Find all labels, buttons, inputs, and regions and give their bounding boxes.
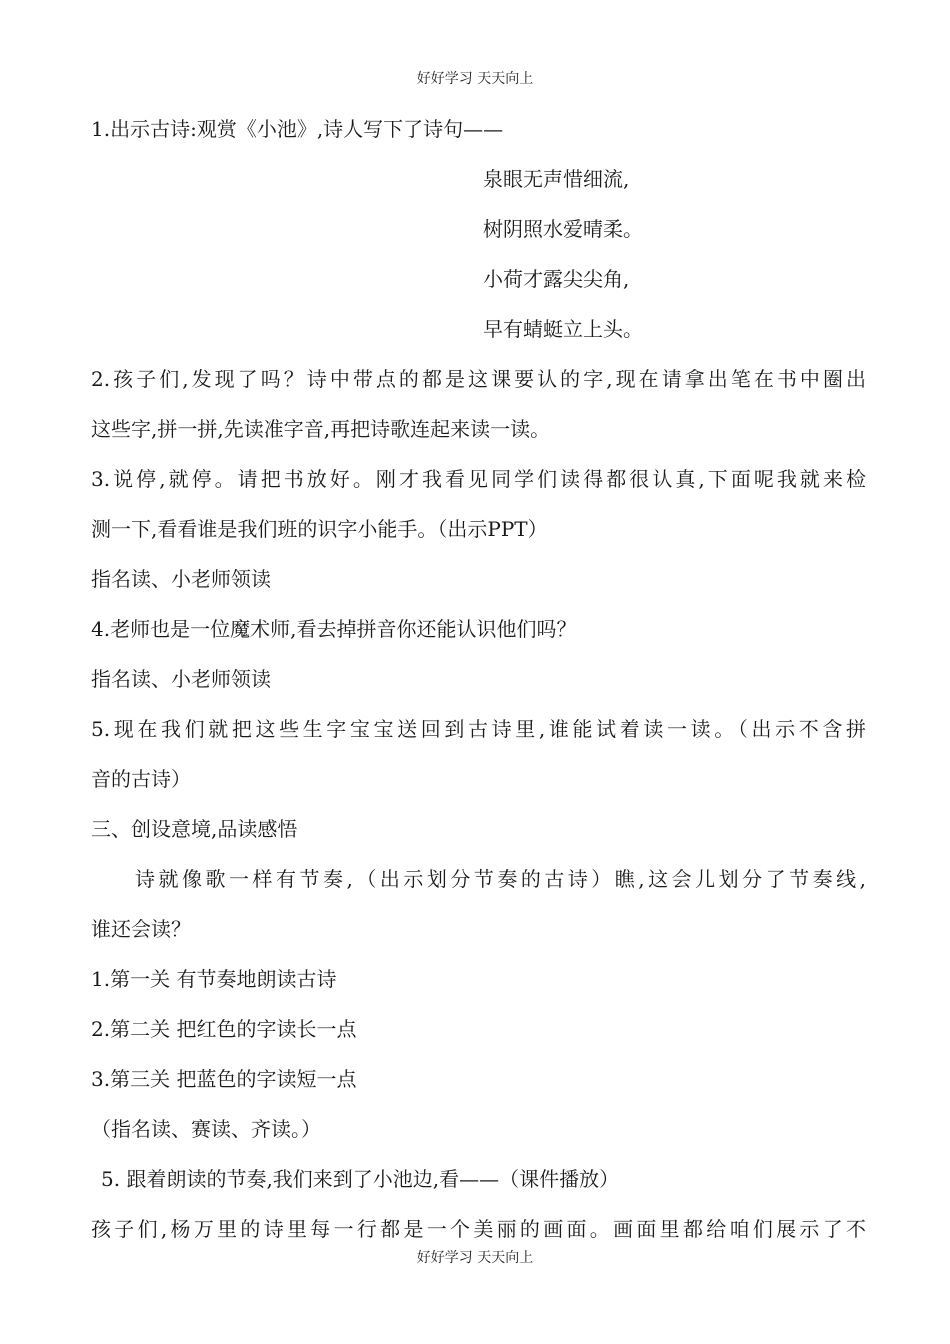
step-4: 4.老师也是一位魔术师,看去掉拼音你还能认识他们吗？: [91, 617, 577, 641]
step-5-line-1: 5.现在我们就把这些生字宝宝送回到古诗里,谁能试着读一读。（出示不含拼: [91, 717, 866, 741]
poem-line-2: 树阴照水爱晴柔。: [483, 217, 643, 241]
reading-note-2: 指名读、小老师领读: [91, 667, 271, 691]
level-3: 3.第三关 把蓝色的字读短一点: [91, 1067, 357, 1091]
reading-note-1: 指名读、小老师领读: [91, 567, 271, 591]
poem-line-3: 小荷才露尖尖角,: [483, 267, 630, 291]
page-header: 好好学习 天天向上: [416, 71, 534, 87]
poem-line-1: 泉眼无声惜细流,: [483, 167, 630, 191]
step-1-intro: 1.出示古诗:观赏《小池》,诗人写下了诗句——: [91, 117, 504, 141]
step-2-line-2: 这些字,拼一拼,先读准字音,再把诗歌连起来读一读。: [91, 417, 551, 441]
rhythm-paragraph-line-1: 诗就像歌一样有节奏,（出示划分节奏的古诗）瞧,这会儿划分了节奏线,: [135, 867, 866, 891]
rhythm-paragraph-line-2: 谁还会读？: [91, 917, 191, 941]
poem-line-4: 早有蜻蜓立上头。: [483, 317, 643, 341]
section-heading-3: 三、创设意境,品读感悟: [91, 817, 298, 841]
step-5-pond: 5. 跟着朗读的节奏,我们来到了小池边,看——（课件播放）: [101, 1167, 620, 1191]
closing-paragraph-line-1: 孩子们,杨万里的诗里每一行都是一个美丽的画面。画面里都给咱们展示了不: [91, 1217, 866, 1241]
step-2-line-1: 2.孩子们,发现了吗？诗中带点的都是这课要认的字,现在请拿出笔在书中圈出: [91, 367, 866, 391]
step-5-line-2: 音的古诗）: [91, 767, 191, 791]
step-3-line-1: 3.说停,就停。请把书放好。刚才我看见同学们读得都很认真,下面呢我就来检: [91, 467, 866, 491]
document-body: [91, 104, 866, 1254]
reading-methods: （指名读、赛读、齐读。）: [91, 1117, 321, 1141]
step-3-line-2: 测一下,看看谁是我们班的识字小能手。（出示PPT）: [91, 517, 548, 541]
page-footer: 好好学习 天天向上: [416, 1250, 534, 1266]
level-2: 2.第二关 把红色的字读长一点: [91, 1017, 357, 1041]
level-1: 1.第一关 有节奏地朗读古诗: [91, 967, 337, 991]
